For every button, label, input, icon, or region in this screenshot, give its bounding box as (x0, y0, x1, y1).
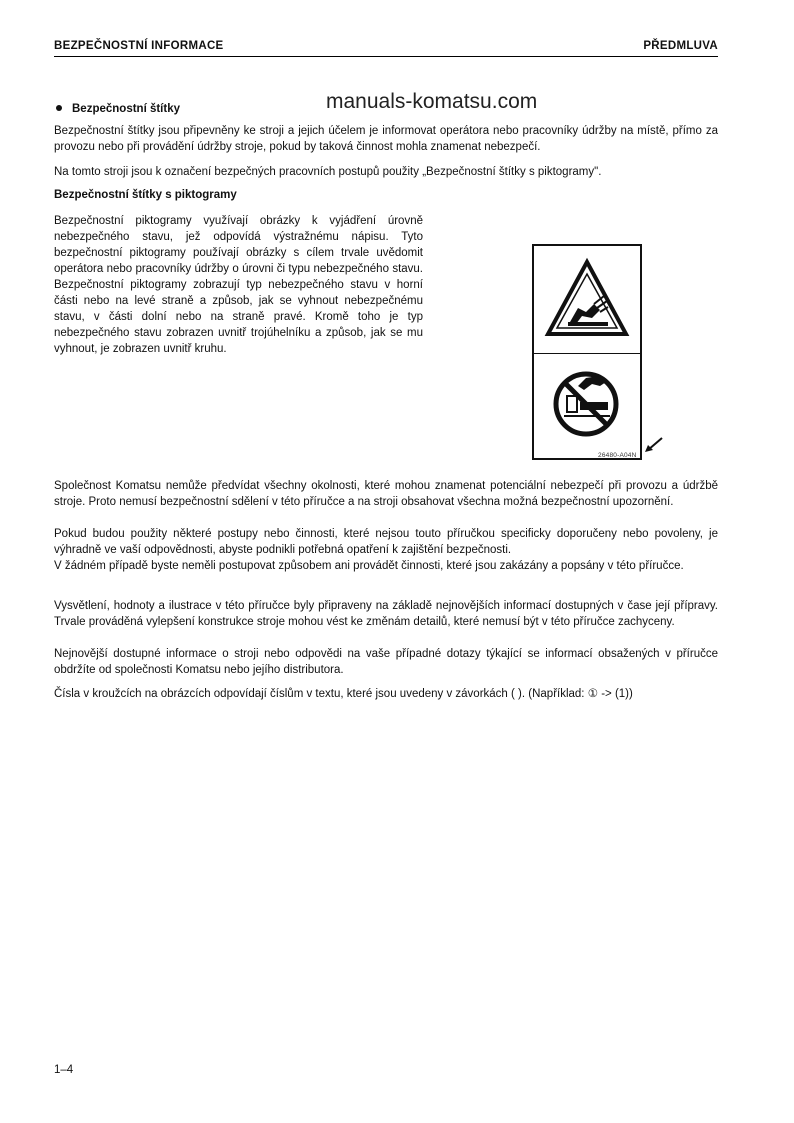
subsection-heading: Bezpečnostní štítky s piktogramy (54, 189, 237, 201)
bullet-icon (56, 105, 62, 111)
paragraph-pictogram-explanation: Bezpečnostní piktogramy využívají obrázky k vyjádření úrovně nebezpečného stavu, jež odpovídá výstražnému nápisu. Tyto bezpečnostní piktogramy používají obrázky s cílem trvale uvědomit operátora nebo pracovníky údržby o úrovni či typu nebezpečného stavu. Bezpečnostní piktogramy zobrazují typ nebezpečného stavu v horní části nebo na levé straně a způsob, jak se vyhnout nebezpečnému stavu, v části dolní nebo na straně pravé. Kromě toho je typ nebezpečného stavu zobrazen uvnitř trojúhelníku a způsob, jak se mu vyhnout, je zobrazen uvnitř kruhu. (54, 215, 423, 355)
page-number: 1–4 (54, 1064, 74, 1076)
warning-triangle-crush-icon (534, 246, 640, 351)
watermark: manuals-komatsu.com (326, 90, 538, 113)
header-chapter-title: PŘEDMLUVA (643, 40, 718, 52)
paragraph-explanations: Vysvětlení, hodnoty a ilustrace v této příručce byly připraveny na základě nejnovějších informací dostupných v čase její přípravy. Trvale prováděná vylepšení konstrukce stroje mohou vést ke změnám detailů, které nemusí být v této příručce zachyceny. (54, 600, 718, 628)
section-heading-text: Bezpečnostní štítky (72, 103, 180, 115)
safety-label-figure (532, 244, 642, 460)
paragraph-responsibility: Pokud budou použity některé postupy nebo činnosti, které nejsou touto příručkou specificky doporučeny nebo povoleny, je výhradně ve vaší odpovědnosti, abyste podnikli potřebná opatření k zajištění bezpečnosti. (54, 528, 718, 556)
paragraph-komatsu-disclaimer: Společnost Komatsu nemůže předvídat všechny okolnosti, které mohou znamenat potenciální nebezpečí při provozu a údržbě stroje. Proto nemusí bezpečnostní sdělení v této příručce a na stroji obsahovat všechna možná bezpečnostní upozornění. (54, 480, 718, 508)
paragraph-latest-info: Nejnovější dostupné informace o stroji nebo odpovědi na vaše případné dotazy týkající se informací obsažených v příručce obdržíte od společnosti Komatsu nebo jejího distributora. (54, 648, 718, 676)
prohibition-circle-icon (534, 354, 640, 459)
section-heading (56, 103, 180, 115)
header-section-title: BEZPEČNOSTNÍ INFORMACE (54, 40, 224, 52)
page-header (54, 38, 718, 57)
paragraph-prohibited: V žádném případě byste neměli postupovat způsobem ani provádět činnosti, které jsou zakázány a popsány v této příručce. (54, 560, 684, 572)
figure-pointer-arrow-icon (644, 436, 664, 454)
paragraph-pictograms-used: Na tomto stroji jsou k označení bezpečných pracovních postupů použity „Bezpečnostní štítky s piktogramy". (54, 166, 602, 178)
paragraph-circled-numbers: Čísla v kroužcích na obrázcích odpovídají číslům v textu, které jsou uvedeny v závorkách ( ). (Například: ① -> (1)) (54, 688, 633, 700)
figure-code: 26480-A04N (598, 452, 637, 459)
paragraph-intro: Bezpečnostní štítky jsou připevněny ke stroji a jejich účelem je informovat operátora nebo pracovníky údržby na místě, přímo za provozu nebo při provádění údržby stroje, pokud by taková činnost mohla znamenat nebezpečí. (54, 125, 718, 153)
